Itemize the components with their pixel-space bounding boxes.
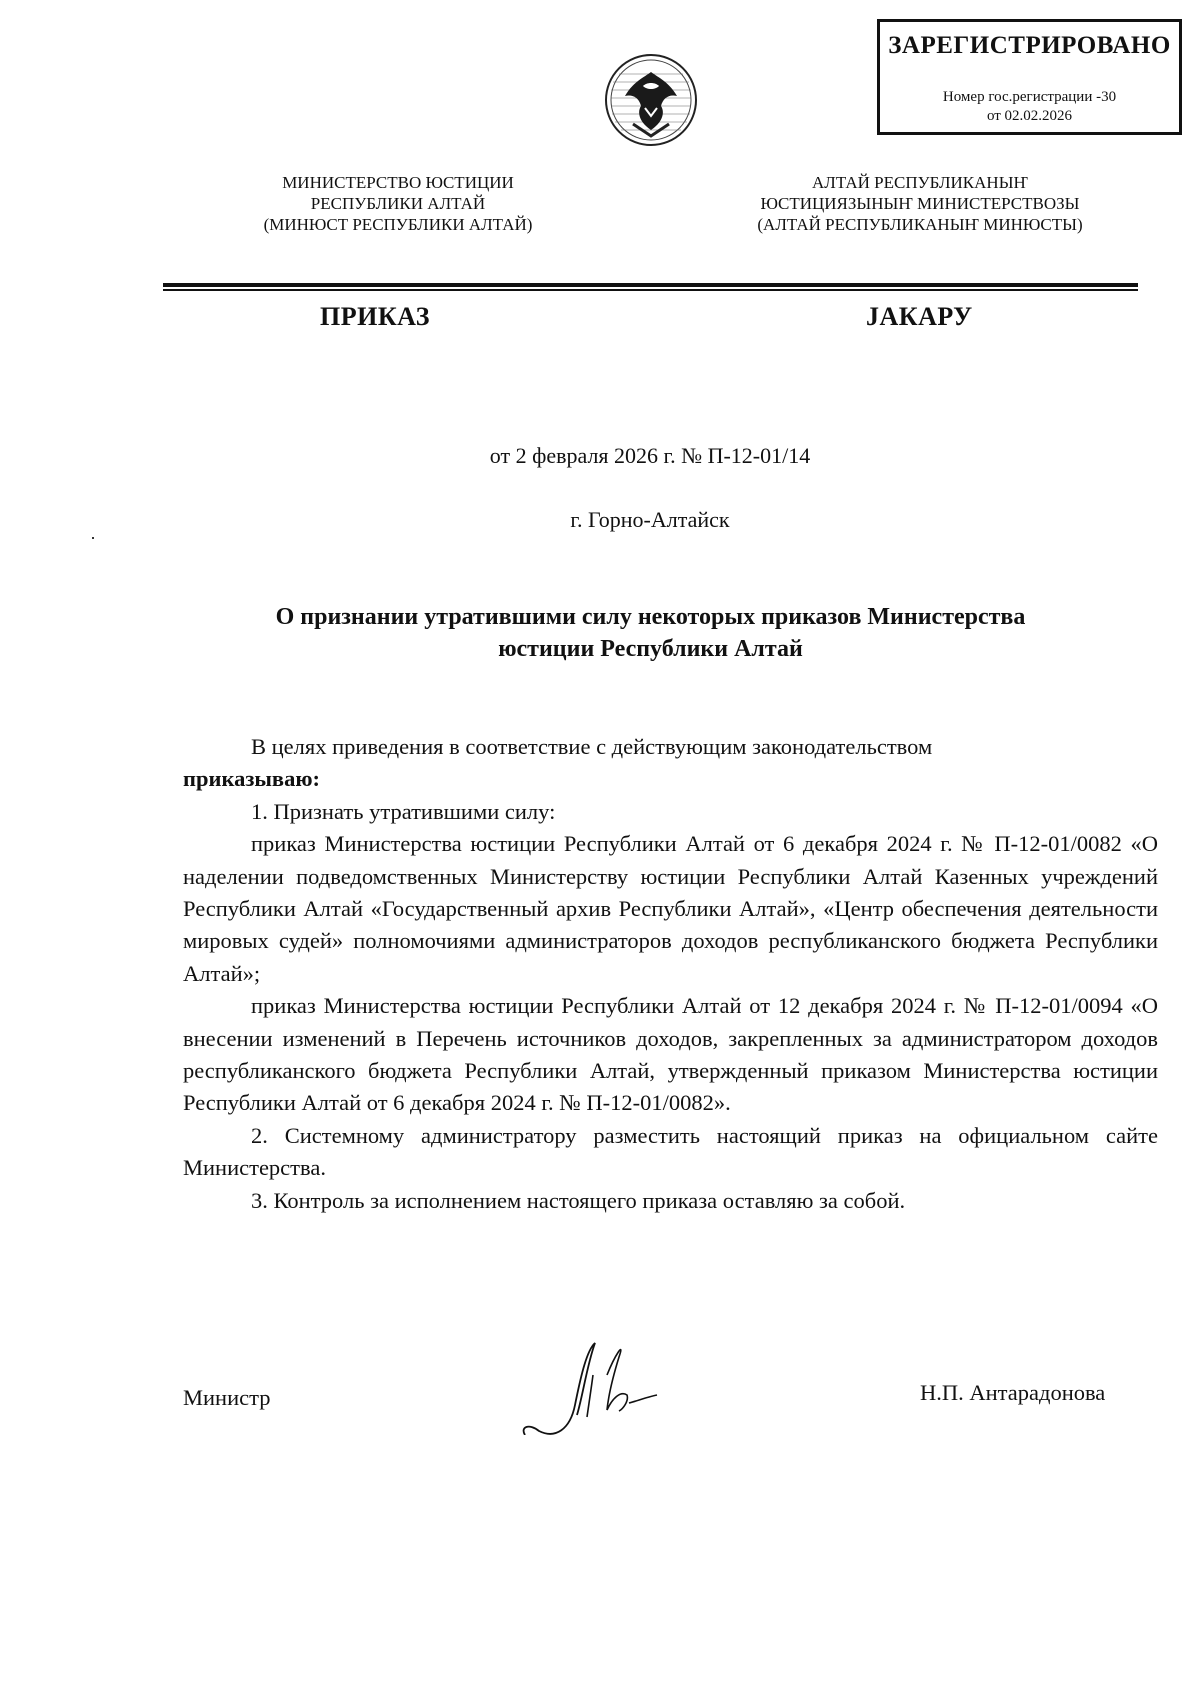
header-divider-thick <box>163 283 1138 287</box>
ministry-name-line: РЕСПУБЛИКИ АЛТАЙ <box>310 194 486 213</box>
ministry-short-name: (МИНЮСТ РЕСПУБЛИКИ АЛТАЙ) <box>263 215 533 234</box>
ministry-name-altai <box>725 172 1115 235</box>
item-3: 3. Контроль за исполнением настоящего приказа оставляю за собой. <box>251 1187 906 1213</box>
ministry-name-russian <box>208 172 588 235</box>
header-divider-thin <box>163 289 1138 291</box>
order-body <box>183 731 1158 1217</box>
repealed-order-2: приказ Министерства юстиции Республики Алтай от 12 декабря 2024 г. № П-12-01/0094 «О внесении изменений в Перечень источников доходов, закрепленных за администратором доходов республиканского бюджета Республики Алтай, утвержденный приказом Министерства юстиции Республики Алтай от 6 декабря 2024 г. № П-12-01/0082». <box>183 993 1158 1116</box>
ministry-name-line: АЛТАЙ РЕСПУБЛИКАНЫҤ <box>812 173 1028 192</box>
item-1: 1. Признать утратившими силу: <box>251 798 556 824</box>
item-2: 2. Системному администратору разместить настоящий приказ на официальном сайте Министерства. <box>183 1122 1158 1181</box>
coat-of-arms-emblem <box>603 52 699 148</box>
stamp-registration-date: от 02.02.2026 <box>986 108 1073 124</box>
document-type-russian: ПРИКАЗ <box>320 302 431 331</box>
document-type-altai: ЈАКАРУ <box>866 302 973 331</box>
order-city: г. Горно-Алтайск <box>570 507 730 532</box>
subject-line: юстиции Республики Алтай <box>498 636 803 662</box>
subject-line: О признании утратившими силу некоторых приказов Министерства <box>275 604 1026 630</box>
ministry-name-line: ЮСТИЦИЯЗЫНЫҤ МИНИСТЕРСТВОЗЫ <box>760 194 1080 213</box>
ministry-name-line: МИНИСТЕРСТВО ЮСТИЦИИ <box>282 173 514 192</box>
order-date-number: от 2 февраля 2026 г. № П-12-01/14 <box>489 443 811 468</box>
repealed-order-1: приказ Министерства юстиции Республики Алтай от 6 декабря 2024 г. № П-12-01/0082 «О наделении подведомственных Министерству юстиции Республики Алтай Казенных учреждений Республики Алтай «Государственный архив Республики Алтай», «Центр обеспечения деятельности мировых судей» полномочиями администраторов доходов республиканского бюджета Республики Алтай»; <box>183 831 1158 986</box>
intro-paragraph: В целях приведения в соответствие с действующим законодательством <box>251 734 933 759</box>
signatory-name: Н.П. Антарадонова <box>920 1380 1106 1405</box>
registration-stamp <box>877 19 1182 135</box>
stamp-title: ЗАРЕГИСТРИРОВАНО <box>888 32 1171 59</box>
order-subject <box>163 601 1138 665</box>
ministry-short-name: (АЛТАЙ РЕСПУБЛИКАНЫҤ МИНЮСТЫ) <box>757 215 1083 234</box>
scan-speck <box>92 537 94 539</box>
signatory-title: Министр <box>183 1385 271 1410</box>
stamp-registration-number: Номер гос.регистрации -30 <box>942 89 1117 105</box>
handwritten-signature <box>515 1335 695 1435</box>
command-word: приказываю: <box>183 766 321 792</box>
